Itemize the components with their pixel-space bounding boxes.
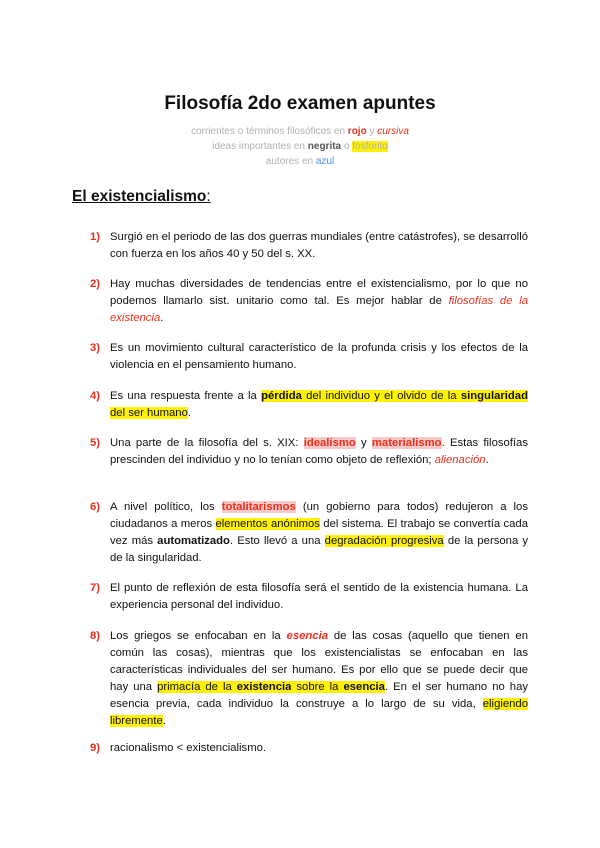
item-text-run: El punto de reflexión de esta filosofía será el sentido de la existencia humana. La experiencia personal del individuo. <box>110 582 528 611</box>
item-text <box>110 340 528 374</box>
legend-rojo: rojo <box>347 126 367 137</box>
term-filosofias-existencia: filosofías de la existencia <box>110 295 529 324</box>
section-heading <box>72 188 211 206</box>
item-text-run: de la persona y de la singularidad. <box>110 535 528 564</box>
highlight-primacia: primacía de la <box>157 681 237 693</box>
item-text-run: y <box>355 437 372 449</box>
legend-fosforito: fosforito <box>352 141 388 152</box>
item-text-run: . Esto llevó a una <box>229 535 325 547</box>
item-number: 1) <box>90 231 101 243</box>
item-text <box>110 580 528 614</box>
item-number: 5) <box>90 437 101 449</box>
legend-cursiva: cursiva <box>377 126 409 137</box>
item-text-run: . En el ser humano no hay esencia previa, cada individuo la construye a lo largo de su vida, <box>110 681 528 710</box>
item-number: 2) <box>90 278 101 290</box>
item-text-run: Los griegos se enfocaban en la <box>110 630 287 642</box>
item-number: 6) <box>90 501 101 513</box>
item-text-run: Hay muchas diversidades de tendencias entre el existencialismo, por lo que no podemos llamarlo sist. unitario como tal. Es mejor hablar de <box>110 278 528 307</box>
section-colon: : <box>206 188 211 205</box>
highlight-text: del ser humano <box>110 407 188 419</box>
item-text <box>110 388 528 422</box>
item-text-run: . <box>485 454 489 466</box>
item-text-run: de las cosas (aquello que tienen en común las cosas), mientras que los existencialistas se enfocaban en las características individuales del ser humano. Es por ello que se puede decir que hay una <box>110 630 528 693</box>
item-text-run: (un gobierno para todos) redujeron a los ciudadanos a meros <box>110 501 528 530</box>
item-text <box>110 229 528 263</box>
item-text <box>110 435 528 469</box>
legend-azul: azul <box>315 156 335 167</box>
list-item <box>72 276 528 327</box>
item-text-run: Surgió en el periodo de las dos guerras mundiales (entre catástrofes), se desarrolló con fuerza en los años 40 y 50 del s. XX. <box>110 231 528 260</box>
list-item <box>72 740 528 757</box>
item-text <box>110 276 528 327</box>
list-item <box>72 580 528 614</box>
item-text-run: . <box>160 312 164 324</box>
legend-text: y <box>366 126 378 137</box>
term-totalitarismos: totalitarismos <box>221 501 296 513</box>
item-text-run: Es un movimiento cultural característico de la profunda crisis y los efectos de la violencia en el pensamiento humano. <box>110 342 528 371</box>
highlight-perdida: pérdida <box>261 390 302 402</box>
section-title: El existencialismo <box>72 188 207 205</box>
term-idealismo: idealismo <box>303 437 356 449</box>
highlight-existencia: existencia <box>236 681 292 693</box>
item-text-run: . Estas filosofías prescinden del individuo y no lo tenían como objeto de reflexión; <box>110 437 528 466</box>
highlight-elementos-anonimos: elementos anónimos <box>215 518 320 530</box>
list-item <box>72 340 528 374</box>
legend-text: o <box>341 141 353 152</box>
legend-line-3 <box>0 156 600 167</box>
list-item <box>72 628 528 730</box>
list-item <box>72 229 528 263</box>
item-number: 7) <box>90 582 101 594</box>
item-text-run: . <box>187 407 192 419</box>
list-item <box>72 499 528 567</box>
item-number: 9) <box>90 742 101 754</box>
item-number: 8) <box>90 630 101 642</box>
highlight-text: sobre la <box>291 681 344 693</box>
item-text-run: . <box>162 715 166 727</box>
legend-line-1 <box>0 126 600 137</box>
highlight-text: del individuo y el olvido de la <box>301 390 461 402</box>
item-text-run: Es una respuesta frente a la <box>110 390 262 402</box>
highlight-eligiendo-libremente: eligiendo libremente <box>110 698 528 727</box>
list-item <box>72 435 528 469</box>
item-text-run: Una parte de la filosofía del s. XIX: <box>110 437 304 449</box>
item-text <box>110 740 528 757</box>
item-text <box>110 628 528 730</box>
highlight-singularidad: singularidad <box>460 390 528 402</box>
legend-text: ideas importantes en <box>212 141 308 152</box>
item-text-run: del sistema. El trabajo se convertía cada vez más <box>110 518 528 547</box>
highlight-esencia: esencia <box>343 681 385 693</box>
bold-automatizado: automatizado <box>157 535 230 547</box>
term-materialismo: materialismo <box>371 437 442 449</box>
legend-text: corrientes o términos filosóficos en <box>191 126 348 137</box>
term-alienacion: alienación <box>434 454 486 466</box>
item-number: 4) <box>90 390 101 402</box>
highlight-degradacion: degradación progresiva <box>324 535 444 547</box>
term-esencia: esencia <box>286 630 328 642</box>
item-text <box>110 499 528 567</box>
item-text-run: racionalismo < existencialismo. <box>110 742 267 754</box>
legend-negrita: negrita <box>307 141 342 152</box>
item-text-run: A nivel político, los <box>110 501 222 513</box>
list-item <box>72 388 528 422</box>
page-title: Filosofía 2do examen apuntes <box>164 93 436 114</box>
legend-text: autores en <box>265 156 316 167</box>
item-number: 3) <box>90 342 101 354</box>
legend-line-2 <box>0 141 600 152</box>
